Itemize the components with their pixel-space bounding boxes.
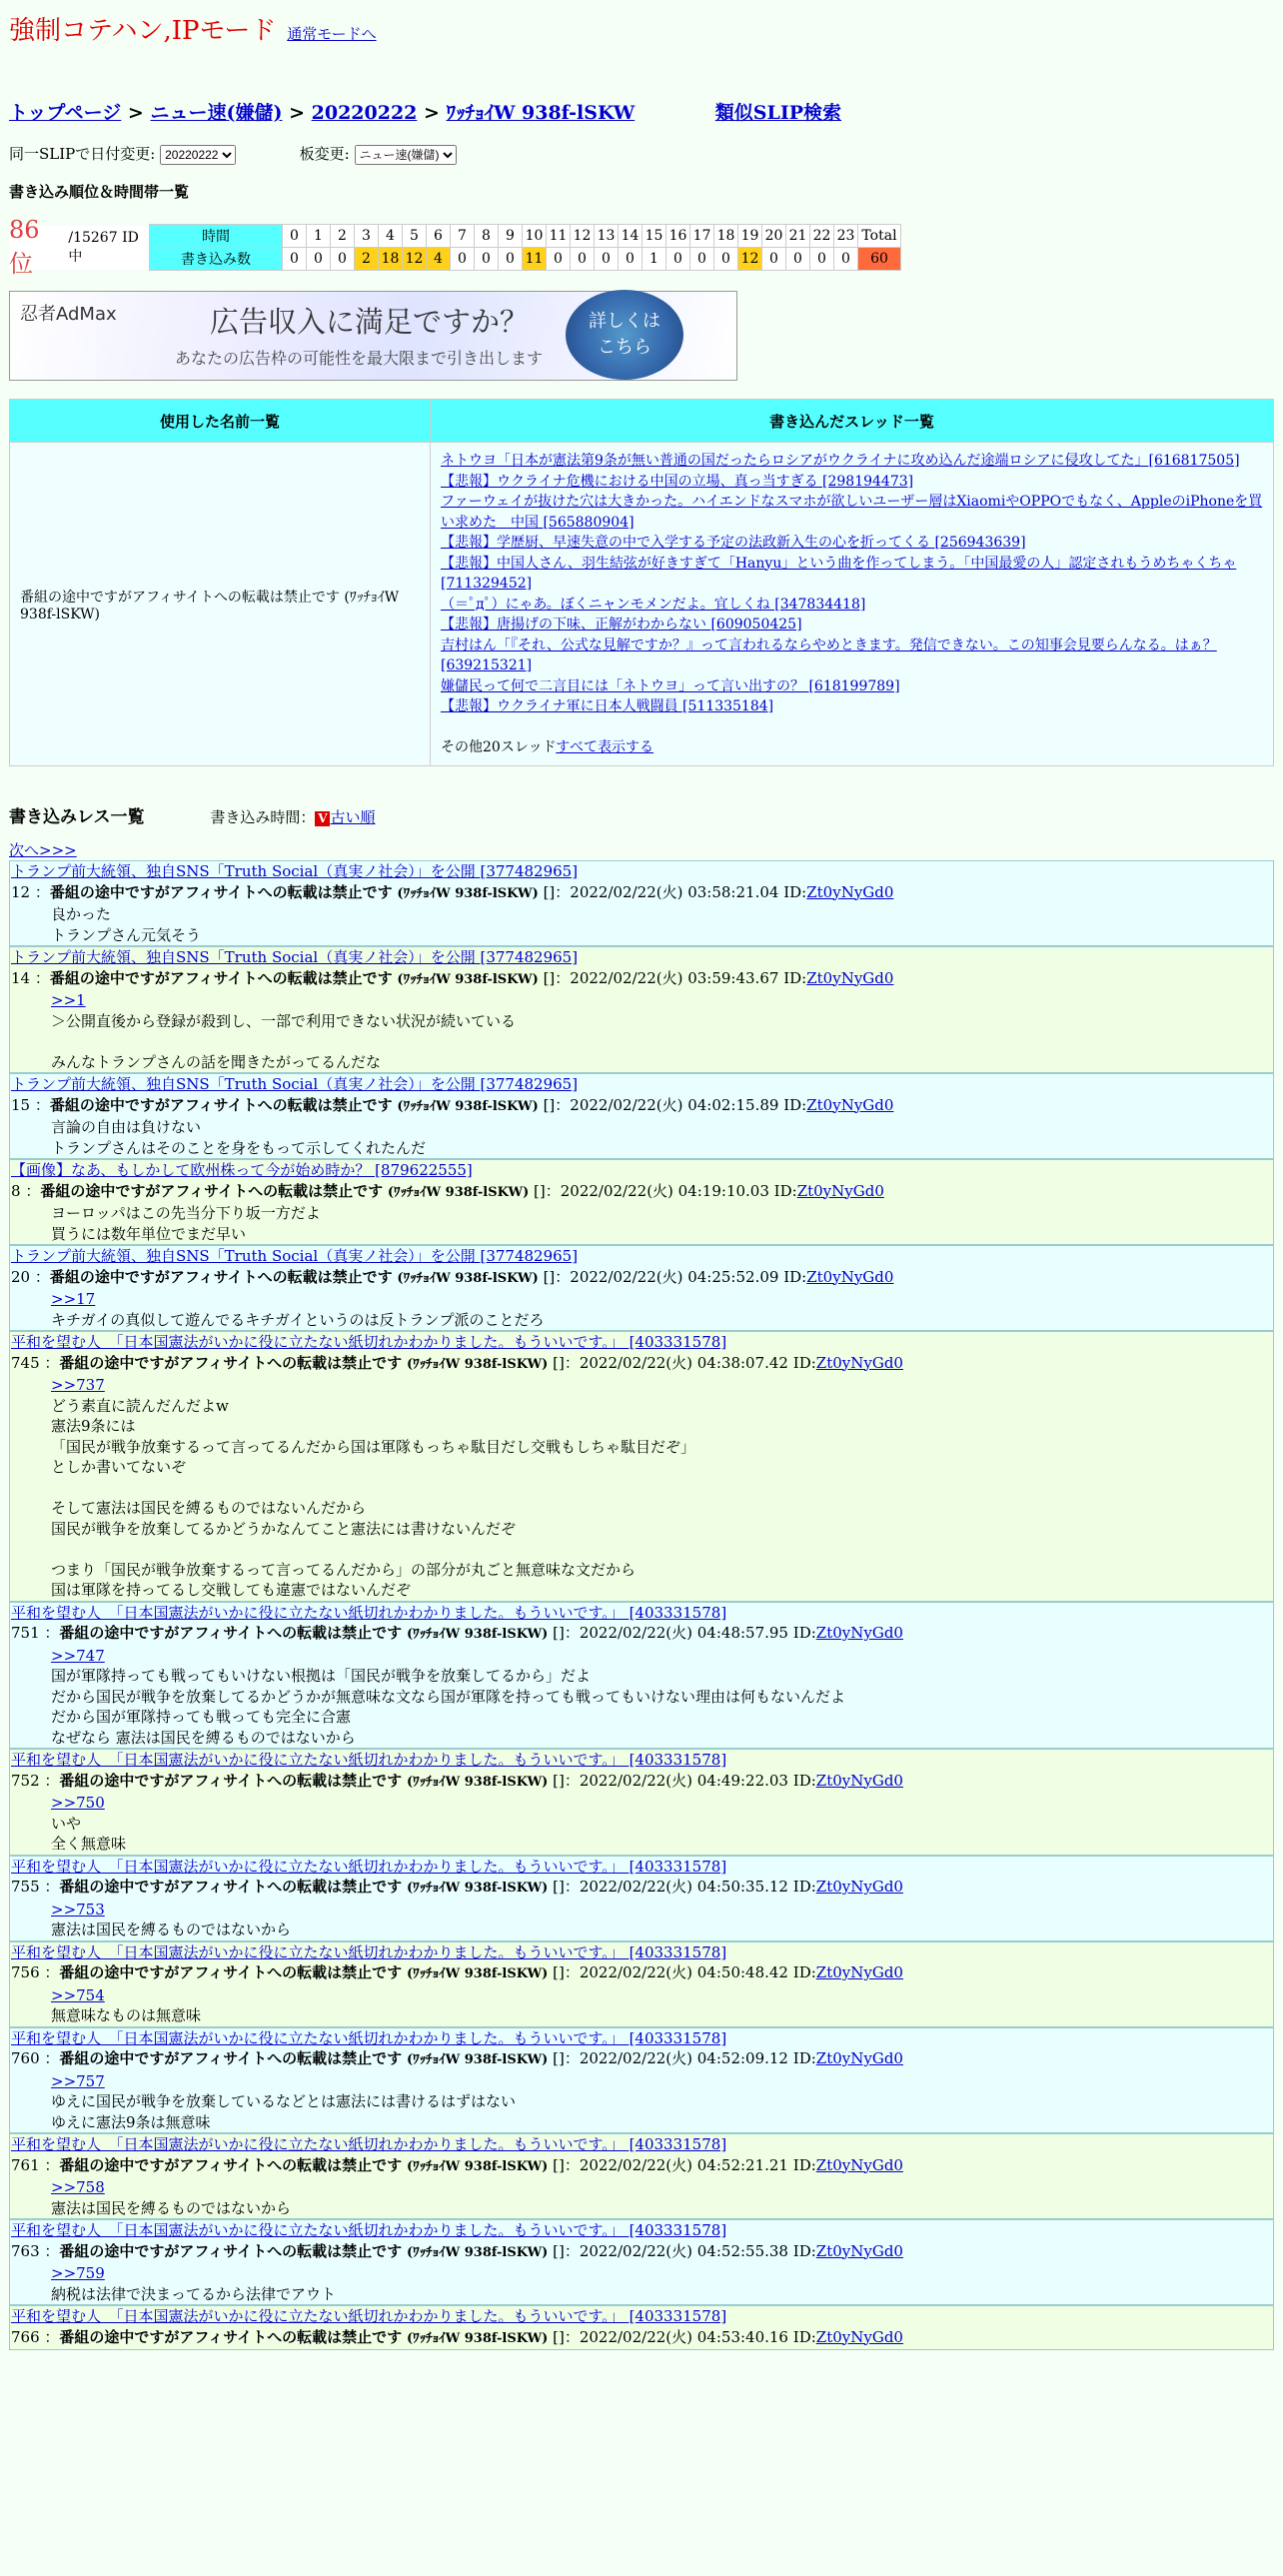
breadcrumb-separator: >	[289, 102, 312, 124]
thread-link[interactable]: （＝ﾟдﾟ）にゃあ。ぼくニャンモメンだよ。宜しくね [347834418]	[441, 596, 866, 613]
post-meta: 763 ：番組の途中ですがアフィサイトへの転載は禁止です (ﾜｯﾁｮｲW 938f-lSKW) []：2022/02/22(火) 04:52:55.38 ID:Zt0yNyGd0	[11, 2241, 903, 2260]
post-anchor-link[interactable]: >>747	[51, 1646, 105, 1665]
counts-row	[150, 248, 901, 271]
ad-details-badge[interactable]: 詳しくは こちら	[566, 290, 683, 380]
hours-label: 時間	[150, 225, 283, 248]
post-number: 760	[11, 2049, 40, 2067]
count-cell: 0	[595, 248, 619, 271]
post-anchor-link[interactable]: >>757	[51, 2071, 105, 2090]
count-cell: 0	[666, 248, 690, 271]
posts-title: 書き込みレス一覧	[9, 807, 145, 827]
count-cell: 0	[475, 248, 499, 271]
post-date: 2022/02/22(火) 03:58:21.04	[570, 882, 779, 901]
post-id-label: ID:	[792, 2241, 816, 2260]
thread-link[interactable]: ネトウヨ「日本が憲法第9条が無い普通の国だったらロシアがウクライナに攻め込んだ途端ロシアに侵攻してた」[616817505]	[441, 453, 1240, 469]
post	[9, 946, 1274, 1073]
post-number: 745	[11, 1353, 40, 1372]
rank-box	[9, 216, 149, 278]
post-id-label: ID:	[783, 1267, 807, 1286]
post-mail: []：	[543, 1267, 571, 1286]
post-id-label: ID:	[792, 1624, 816, 1642]
post-number: 763	[11, 2241, 40, 2260]
post-mail: []：	[553, 2241, 580, 2260]
hour-cell: 23	[834, 225, 858, 248]
names-col-header: 使用した名前一覧	[10, 400, 431, 443]
post-name: 番組の途中ですがアフィサイトへの転載は禁止です	[49, 882, 393, 901]
post-body: 国が軍隊持っても戦ってもいけない根拠は「国民が戦争を放棄してるから」だよ だから国民が戦争を放棄してるかどうかが無意味な文なら国が軍隊を持っても戦ってもいけない理由は何もないんだよ だから国が軍隊持っても戦っても完全に合憲 なぜなら 憲法は国民を縛るものではないから	[51, 1667, 846, 1747]
post-mail: []：	[543, 968, 571, 987]
similar-slip-search-link[interactable]: 類似SLIP検索	[714, 102, 842, 124]
count-cell: 18	[379, 248, 403, 271]
count-cell: 0	[547, 248, 571, 271]
post-name: 番組の途中ですがアフィサイトへの転載は禁止です	[59, 1771, 403, 1790]
post-slip: (ﾜｯﾁｮｲW 938f-lSKW)	[406, 2158, 549, 2174]
threads-col-header: 書き込んだスレッド一覧	[431, 400, 1274, 443]
thread-link[interactable]: ファーウェイが抜けた穴は大きかった。ハイエンドなスマホが欲しいユーザー層はXiaomiやOPPOでもなく、AppleのiPhoneを買い求めた 中国 [565880904]	[441, 494, 1263, 531]
post-mail: []：	[553, 2327, 580, 2346]
post-id-link[interactable]: Zt0yNyGd0	[806, 882, 894, 901]
post	[9, 2219, 1274, 2305]
post-number: 15	[11, 1095, 31, 1114]
post-meta: 15 ：番組の途中ですがアフィサイトへの転載は禁止です (ﾜｯﾁｮｲW 938f-lSKW) []：2022/02/22(火) 04:02:15.89 ID:Zt0yNyGd0	[11, 1095, 894, 1114]
post-thread-link[interactable]: 平和を望む人 「日本国憲法がいかに役に立たない紙切れかわかりました。もういいです。」 [403331578]	[11, 2307, 727, 2325]
post-meta: 12 ：番組の途中ですがアフィサイトへの転載は禁止です (ﾜｯﾁｮｲW 938f-lSKW) []：2022/02/22(火) 03:58:21.04 ID:Zt0yNyGd0	[11, 882, 894, 901]
post-slip: (ﾜｯﾁｮｲW 938f-lSKW)	[397, 1098, 539, 1114]
post-meta: 760 ：番組の途中ですがアフィサイトへの転載は禁止です (ﾜｯﾁｮｲW 938f-lSKW) []：2022/02/22(火) 04:52:09.12 ID:Zt0yNyGd0	[11, 2049, 903, 2067]
post-thread-link[interactable]: トランプ前大統領、独自SNS「Truth Social（真実ノ社会）」を公開 [377482965]	[11, 948, 579, 966]
count-cell: 0	[690, 248, 714, 271]
post-thread-link[interactable]: 平和を望む人 「日本国憲法がいかに役に立たない紙切れかわかりました。もういいです。」 [403331578]	[11, 2028, 727, 2047]
post-date: 2022/02/22(火) 04:52:55.38	[579, 2241, 788, 2260]
post-body: どう素直に読んだんだよw 憲法9条には 「国民が戦争放棄するって言ってるんだから国は軍隊もっちゃ駄目だし交戦もしちゃ駄目だぞ」 としか書いてないぞ そして憲法は国民を縛るものではないんだから 国民が戦争を放棄してるかどうかなんてこと憲法には書けないんだぞ つまり「国民が戦争放棄するって言ってるんだから」の部分が丸ごと無意味な文だから 国は軍隊を持ってるし交戦しても違憲ではないんだぞ	[51, 1396, 696, 1599]
post-date: 2022/02/22(火) 04:48:57.95	[579, 1624, 788, 1642]
post-name: 番組の途中ですがアフィサイトへの転載は禁止です	[49, 968, 393, 987]
count-cell: 0	[331, 248, 355, 271]
post-mail: []：	[534, 1181, 561, 1200]
post-body: 納税は法律で決まってるから法律でアウト	[51, 2284, 337, 2303]
post-anchor-link[interactable]: >>17	[51, 1290, 96, 1308]
post-name: 番組の途中ですがアフィサイトへの転載は禁止です	[59, 2155, 403, 2174]
hour-cell: 1	[307, 225, 331, 248]
thread-link[interactable]: 【悲報】ウクライナ危機における中国の立場、真っ当すぎる [298194473]	[441, 473, 914, 490]
post-anchor-link[interactable]: >>759	[51, 2264, 105, 2282]
thread-link[interactable]: 【悲報】唐揚げの下味、正解がわからない [609050425]	[441, 617, 802, 633]
other-threads-text: その他20スレッド	[441, 738, 557, 755]
post-body: ゆえに国民が戦争を放棄しているなどとは憲法には書けるはずはない ゆえに憲法9条は無意味	[51, 2092, 517, 2131]
post-mail: []：	[553, 1771, 580, 1790]
post-slip: (ﾜｯﾁｮｲW 938f-lSKW)	[406, 1881, 549, 1896]
count-cell: 0	[786, 248, 810, 271]
post-anchor-link[interactable]: >>753	[51, 1900, 105, 1919]
post-meta: 8 ：番組の途中ですがアフィサイトへの転載は禁止です (ﾜｯﾁｮｲW 938f-lSKW) []：2022/02/22(火) 04:19:10.03 ID:Zt0yNyGd0	[11, 1181, 884, 1200]
post-id-link[interactable]: Zt0yNyGd0	[815, 2327, 903, 2346]
post-anchor-link[interactable]: >>737	[51, 1376, 105, 1394]
post	[9, 2133, 1274, 2219]
post-body: 良かった トランプさん元気そう	[51, 905, 202, 944]
count-cell: 0	[571, 248, 595, 271]
post-meta: 756 ：番組の途中ですがアフィサイトへの転載は禁止です (ﾜｯﾁｮｲW 938f-lSKW) []：2022/02/22(火) 04:50:48.42 ID:Zt0yNyGd0	[11, 1963, 903, 1981]
count-cell: 0	[834, 248, 858, 271]
post-thread-link[interactable]: 平和を望む人 「日本国憲法がいかに役に立たない紙切れかわかりました。もういいです。」 [403331578]	[11, 2135, 727, 2153]
post-date: 2022/02/22(火) 04:19:10.03	[560, 1181, 769, 1200]
post-name: 番組の途中ですがアフィサイトへの転載は禁止です	[59, 1353, 403, 1372]
post-id-link[interactable]: Zt0yNyGd0	[806, 1095, 894, 1114]
post-number: 756	[11, 1963, 40, 1981]
hour-cell: 20	[762, 225, 786, 248]
hour-cell: 12	[571, 225, 595, 248]
post-body: 憲法は国民を縛るものではないから	[51, 1921, 292, 1938]
post	[9, 1749, 1274, 1856]
post-id-link[interactable]: Zt0yNyGd0	[815, 1624, 903, 1642]
hour-cell: 15	[642, 225, 666, 248]
post-id-label: ID:	[783, 882, 807, 901]
count-cell: 0	[810, 248, 834, 271]
post-id-link[interactable]: Zt0yNyGd0	[806, 968, 894, 987]
post-date: 2022/02/22(火) 04:50:35.12	[579, 1878, 788, 1896]
post-number: 751	[11, 1624, 40, 1642]
post-name: 番組の途中ですがアフィサイトへの転載は禁止です	[59, 1624, 403, 1642]
post-id-label: ID:	[792, 1963, 816, 1981]
post	[9, 1245, 1274, 1331]
post-date: 2022/02/22(火) 04:50:48.42	[579, 1963, 788, 1981]
post-mail: []：	[553, 1963, 580, 1981]
post-id-link[interactable]: Zt0yNyGd0	[796, 1181, 884, 1200]
post-number: 14	[11, 968, 31, 987]
hour-cell: 9	[499, 225, 523, 248]
post-slip: (ﾜｯﾁｮｲW 938f-lSKW)	[406, 2330, 549, 2346]
post-id-label: ID:	[792, 2327, 816, 2346]
rank-position: 86 位	[9, 216, 40, 278]
hour-cell: 11	[547, 225, 571, 248]
thread-list	[431, 443, 1274, 766]
post-body: いや 全く無意味	[51, 1814, 127, 1853]
post-id-link[interactable]: Zt0yNyGd0	[815, 1878, 903, 1896]
ad-headline: 広告収入に満足ですか？	[210, 305, 530, 339]
post-name: 番組の途中ですがアフィサイトへの転載は禁止です	[59, 2241, 403, 2260]
names-table	[9, 399, 1274, 766]
post-slip: (ﾜｯﾁｮｲW 938f-lSKW)	[397, 1270, 539, 1286]
thread-link[interactable]: 【悲報】学歴厨、早速失意の中で入学する予定の法政新入生の心を折ってくる [256943639]	[441, 535, 1026, 551]
post	[9, 1073, 1274, 1159]
post	[9, 2027, 1274, 2134]
post-thread-link[interactable]: トランプ前大統領、独自SNS「Truth Social（真実ノ社会）」を公開 [377482965]	[11, 1075, 579, 1093]
count-cell: 0	[619, 248, 642, 271]
post-id-link[interactable]: Zt0yNyGd0	[815, 2241, 903, 2260]
post-mail: []：	[553, 2155, 580, 2174]
post-id-label: ID:	[783, 968, 807, 987]
post-name: 番組の途中ですがアフィサイトへの転載は禁止です	[40, 1181, 384, 1200]
count-cell: 1	[642, 248, 666, 271]
post-id-link[interactable]: Zt0yNyGd0	[815, 1963, 903, 1981]
post-mail: []：	[543, 882, 571, 901]
post-thread-link[interactable]: 平和を望む人 「日本国憲法がいかに役に立たない紙切れかわかりました。もういいです。」 [403331578]	[11, 1333, 727, 1351]
post-anchor-link[interactable]: >>758	[51, 2178, 105, 2196]
hour-cell: 6	[427, 225, 451, 248]
breadcrumb	[9, 98, 1274, 125]
post-number: 20	[11, 1267, 31, 1286]
post-thread-link[interactable]: 平和を望む人 「日本国憲法がいかに役に立たない紙切れかわかりました。もういいです。」 [403331578]	[11, 1603, 727, 1622]
post-thread-link[interactable]: 平和を望む人 「日本国憲法がいかに役に立たない紙切れかわかりました。もういいです。」 [403331578]	[11, 1857, 727, 1876]
hour-cell: 3	[355, 225, 379, 248]
post-id-link[interactable]: Zt0yNyGd0	[815, 1771, 903, 1790]
breadcrumb-board[interactable]: ニュー速(嫌儲)	[150, 102, 283, 124]
sort-v-icon: V	[315, 811, 330, 826]
breadcrumb-separator: >	[424, 102, 447, 124]
count-cell: 60	[858, 248, 901, 271]
thread-link[interactable]: 嫌儲民って何で二言目には「ネトウヨ」って言い出すの？ [618199789]	[441, 677, 900, 694]
post-name: 番組の途中ですがアフィサイトへの転載は禁止です	[59, 1878, 403, 1896]
post-slip: (ﾜｯﾁｮｲW 938f-lSKW)	[406, 2052, 549, 2067]
post-date: 2022/02/22(火) 04:53:40.16	[579, 2327, 788, 2346]
show-all-link[interactable]: すべて表示する	[556, 738, 653, 755]
post-name: 番組の途中ですがアフィサイトへの転載は禁止です	[59, 1963, 403, 1981]
breadcrumb-separator: >	[127, 102, 151, 124]
post-mail: []：	[553, 1353, 580, 1372]
thread-link[interactable]: 吉村はん「『それ、公式な見解ですか？』って言われるならやめときます。発信できない。この知事会見要らんなる。はぁ？ [639215321]	[441, 637, 1217, 673]
post-name: 番組の途中ですがアフィサイトへの転載は禁止です	[59, 2327, 403, 2346]
post-anchor-link[interactable]: >>750	[51, 1794, 105, 1812]
hour-cell: 16	[666, 225, 690, 248]
post-thread-link[interactable]: 平和を望む人 「日本国憲法がいかに役に立たない紙切れかわかりました。もういいです。」 [403331578]	[11, 1942, 727, 1961]
rank-heading: 書き込み順位＆時間帯一覧	[9, 183, 190, 201]
hour-cell: Total	[858, 225, 901, 248]
post-date: 2022/02/22(火) 04:52:21.21	[579, 2155, 788, 2174]
post-date: 2022/02/22(火) 04:02:15.89	[570, 1095, 779, 1114]
post-id-label: ID:	[792, 1353, 816, 1372]
post-number: 752	[11, 1771, 40, 1790]
post-id-link[interactable]: Zt0yNyGd0	[815, 2155, 903, 2174]
post	[9, 1331, 1274, 1602]
selectors	[9, 143, 1274, 165]
post-id-link[interactable]: Zt0yNyGd0	[806, 1267, 894, 1286]
post-slip: (ﾜｯﾁｮｲW 938f-lSKW)	[406, 2244, 549, 2260]
post-meta: 14 ：番組の途中ですがアフィサイトへの転載は禁止です (ﾜｯﾁｮｲW 938f-lSKW) []：2022/02/22(火) 03:59:43.67 ID:Zt0yNyGd0	[11, 968, 894, 987]
hour-cell: 19	[738, 225, 762, 248]
post-body: ＞公開直後から登録が殺到し、一部で利用できない状況が続いている みんなトランプさんの話を聞きたがってるんだな	[51, 1011, 517, 1071]
post	[9, 860, 1274, 946]
count-cell: 2	[355, 248, 379, 271]
thread-links	[441, 451, 1263, 717]
post	[9, 2305, 1274, 2350]
thread-link[interactable]: 【悲報】中国人さん、羽生結弦が好きすぎて「Hanyu」という曲を作ってしまう。「中国最愛の人」認定されもうめちゃくちゃ [711329452]	[441, 555, 1237, 592]
post-thread-link[interactable]: 【画像】なあ、もしかして欧州株って今が始め時か？ [879622555]	[11, 1161, 473, 1179]
post-id-label: ID:	[792, 2049, 816, 2067]
post	[9, 1602, 1274, 1750]
hour-cell: 22	[810, 225, 834, 248]
post-meta: 761 ：番組の途中ですがアフィサイトへの転載は禁止です (ﾜｯﾁｮｲW 938f-lSKW) []：2022/02/22(火) 04:52:21.21 ID:Zt0yNyGd0	[11, 2155, 903, 2174]
count-cell: 0	[499, 248, 523, 271]
post-thread-link[interactable]: トランプ前大統領、独自SNS「Truth Social（真実ノ社会）」を公開 [377482965]	[11, 1247, 579, 1265]
date-change-label: 同一SLIPで日付変更:	[9, 145, 156, 163]
count-cell: 0	[451, 248, 475, 271]
count-cell: 0	[283, 248, 307, 271]
hours-row	[150, 225, 901, 248]
mode-title: 強制コテハン,IPモード	[9, 16, 277, 46]
hour-cell: 18	[714, 225, 738, 248]
post-mail: []：	[553, 1624, 580, 1642]
post-number: 8	[11, 1181, 21, 1200]
breadcrumb-date[interactable]: 20220222	[311, 102, 418, 124]
counts-label: 書き込み数	[150, 248, 283, 271]
post-number: 761	[11, 2155, 40, 2174]
sort-control	[210, 808, 375, 826]
hour-cell: 10	[523, 225, 547, 248]
hour-cell: 5	[403, 225, 427, 248]
post-meta: 752 ：番組の途中ですがアフィサイトへの転載は禁止です (ﾜｯﾁｮｲW 938f-lSKW) []：2022/02/22(火) 04:49:22.03 ID:Zt0yNyGd0	[11, 1771, 903, 1790]
post-slip: (ﾜｯﾁｮｲW 938f-lSKW)	[397, 885, 539, 901]
post-meta: 755 ：番組の途中ですがアフィサイトへの転載は禁止です (ﾜｯﾁｮｲW 938f-lSKW) []：2022/02/22(火) 04:50:35.12 ID:Zt0yNyGd0	[11, 1878, 903, 1896]
next-page-link[interactable]: 次へ>>>	[9, 841, 77, 859]
board-select[interactable]	[355, 145, 457, 165]
post-mail: []：	[553, 1878, 580, 1896]
post-body: 無意味なものは無意味	[51, 2006, 202, 2024]
post-date: 2022/02/22(火) 03:59:43.67	[570, 968, 779, 987]
hour-cell: 13	[595, 225, 619, 248]
count-cell: 0	[762, 248, 786, 271]
post-id-label: ID:	[792, 1878, 816, 1896]
count-cell: 0	[307, 248, 331, 271]
posts-list	[9, 860, 1274, 2350]
post-date: 2022/02/22(火) 04:52:09.12	[579, 2049, 788, 2067]
post-anchor-link[interactable]: >>1	[51, 991, 86, 1009]
hour-cell: 7	[451, 225, 475, 248]
count-cell: 11	[523, 248, 547, 271]
post-name: 番組の途中ですがアフィサイトへの転載は禁止です	[49, 1095, 393, 1114]
hour-cell: 14	[619, 225, 642, 248]
post-body: 言論の自由は負けない トランプさんはそのことを身をもって示してくれたんだ	[51, 1118, 427, 1157]
post-id-label: ID:	[792, 1771, 816, 1790]
post-body: ヨーロッパはこの先当分下り坂一方だよ 買うには数年単位でまだ早い	[51, 1204, 321, 1243]
post-slip: (ﾜｯﾁｮｲW 938f-lSKW)	[406, 1356, 549, 1372]
post-slip: (ﾜｯﾁｮｲW 938f-lSKW)	[397, 971, 539, 987]
post-meta: 751 ：番組の途中ですがアフィサイトへの転載は禁止です (ﾜｯﾁｮｲW 938f-lSKW) []：2022/02/22(火) 04:48:57.95 ID:Zt0yNyGd0	[11, 1624, 903, 1642]
post-name: 番組の途中ですがアフィサイトへの転載は禁止です	[59, 2049, 403, 2067]
post-slip: (ﾜｯﾁｮｲW 938f-lSKW)	[387, 1184, 530, 1200]
hour-cell: 0	[283, 225, 307, 248]
post-id-link[interactable]: Zt0yNyGd0	[815, 1353, 903, 1372]
post-meta: 20 ：番組の途中ですがアフィサイトへの転載は禁止です (ﾜｯﾁｮｲW 938f-lSKW) []：2022/02/22(火) 04:25:52.09 ID:Zt0yNyGd0	[11, 1267, 894, 1286]
ad-banner[interactable]	[9, 291, 737, 381]
post-anchor-link[interactable]: >>754	[51, 1985, 105, 2004]
sort-oldest-link[interactable]: 古い順	[330, 808, 376, 826]
rank-total: /15267 ID中	[68, 229, 139, 265]
post-meta: 745 ：番組の途中ですがアフィサイトへの転載は禁止です (ﾜｯﾁｮｲW 938f-lSKW) []：2022/02/22(火) 04:38:07.42 ID:Zt0yNyGd0	[11, 1353, 903, 1372]
count-cell: 12	[403, 248, 427, 271]
sort-label: 書き込み時間：	[210, 808, 316, 826]
post-slip: (ﾜｯﾁｮｲW 938f-lSKW)	[406, 1966, 549, 1981]
post-body: キチガイの真似して遊んでるキチガイというのは反トランプ派のことだろ	[51, 1310, 545, 1329]
post	[9, 1856, 1274, 1941]
ad-logo: 忍者AdMax	[20, 304, 117, 325]
post-id-link[interactable]: Zt0yNyGd0	[815, 2049, 903, 2067]
rank-area	[9, 216, 1274, 278]
board-change-label: 板変更:	[299, 145, 350, 163]
post-name: 番組の途中ですがアフィサイトへの転載は禁止です	[49, 1267, 393, 1286]
post-date: 2022/02/22(火) 04:49:22.03	[579, 1771, 788, 1790]
used-name: 番組の途中ですがアフィサイトへの転載は禁止です (ﾜｯﾁｮｲW 938f-lSKW)	[10, 443, 431, 766]
post	[9, 1159, 1274, 1245]
hour-cell: 4	[379, 225, 403, 248]
post-date: 2022/02/22(火) 04:38:07.42	[579, 1353, 788, 1372]
mode-bar	[9, 10, 1274, 44]
thread-link[interactable]: 【悲報】ウクライナ軍に日本人戦闘員 [511335184]	[441, 698, 774, 714]
normal-mode-link[interactable]: 通常モードへ	[287, 25, 377, 43]
post-thread-link[interactable]: 平和を望む人 「日本国憲法がいかに役に立たない紙切れかわかりました。もういいです。」 [403331578]	[11, 2221, 727, 2239]
hour-cell: 17	[690, 225, 714, 248]
date-select[interactable]	[160, 145, 236, 165]
post-id-label: ID:	[773, 1181, 797, 1200]
posts-header	[9, 802, 1274, 827]
post-slip: (ﾜｯﾁｮｲW 938f-lSKW)	[406, 1774, 549, 1790]
post-mail: []：	[543, 1095, 571, 1114]
hour-cell: 21	[786, 225, 810, 248]
ad-subtext: あなたの広告枠の可能性を最大限まで引き出します	[175, 349, 544, 368]
post-thread-link[interactable]: 平和を望む人 「日本国憲法がいかに役に立たない紙切れかわかりました。もういいです。」 [403331578]	[11, 1751, 727, 1769]
post-number: 766	[11, 2327, 40, 2346]
post-date: 2022/02/22(火) 04:25:52.09	[570, 1267, 779, 1286]
post-thread-link[interactable]: トランプ前大統領、独自SNS「Truth Social（真実ノ社会）」を公開 [377482965]	[11, 862, 579, 880]
count-cell: 12	[738, 248, 762, 271]
post	[9, 1941, 1274, 2027]
post-number: 755	[11, 1878, 40, 1896]
other-threads	[441, 737, 1263, 758]
post-meta: 766 ：番組の途中ですがアフィサイトへの転載は禁止です (ﾜｯﾁｮｲW 938f-lSKW) []：2022/02/22(火) 04:53:40.16 ID:Zt0yNyGd0	[11, 2327, 903, 2346]
count-cell: 4	[427, 248, 451, 271]
hourly-table	[149, 224, 901, 271]
breadcrumb-top[interactable]: トップページ	[9, 102, 122, 124]
post-mail: []：	[553, 2049, 580, 2067]
page	[0, 10, 1283, 2350]
post-number: 12	[11, 882, 31, 901]
count-cell: 0	[714, 248, 738, 271]
post-id-label: ID:	[783, 1095, 807, 1114]
post-id-label: ID:	[792, 2155, 816, 2174]
hour-cell: 2	[331, 225, 355, 248]
breadcrumb-slip[interactable]: ﾜｯﾁｮｲW 938f-lSKW	[446, 102, 636, 124]
hour-cell: 8	[475, 225, 499, 248]
post-slip: (ﾜｯﾁｮｲW 938f-lSKW)	[406, 1627, 549, 1642]
post-body: 憲法は国民を縛るものではないから	[51, 2198, 292, 2217]
